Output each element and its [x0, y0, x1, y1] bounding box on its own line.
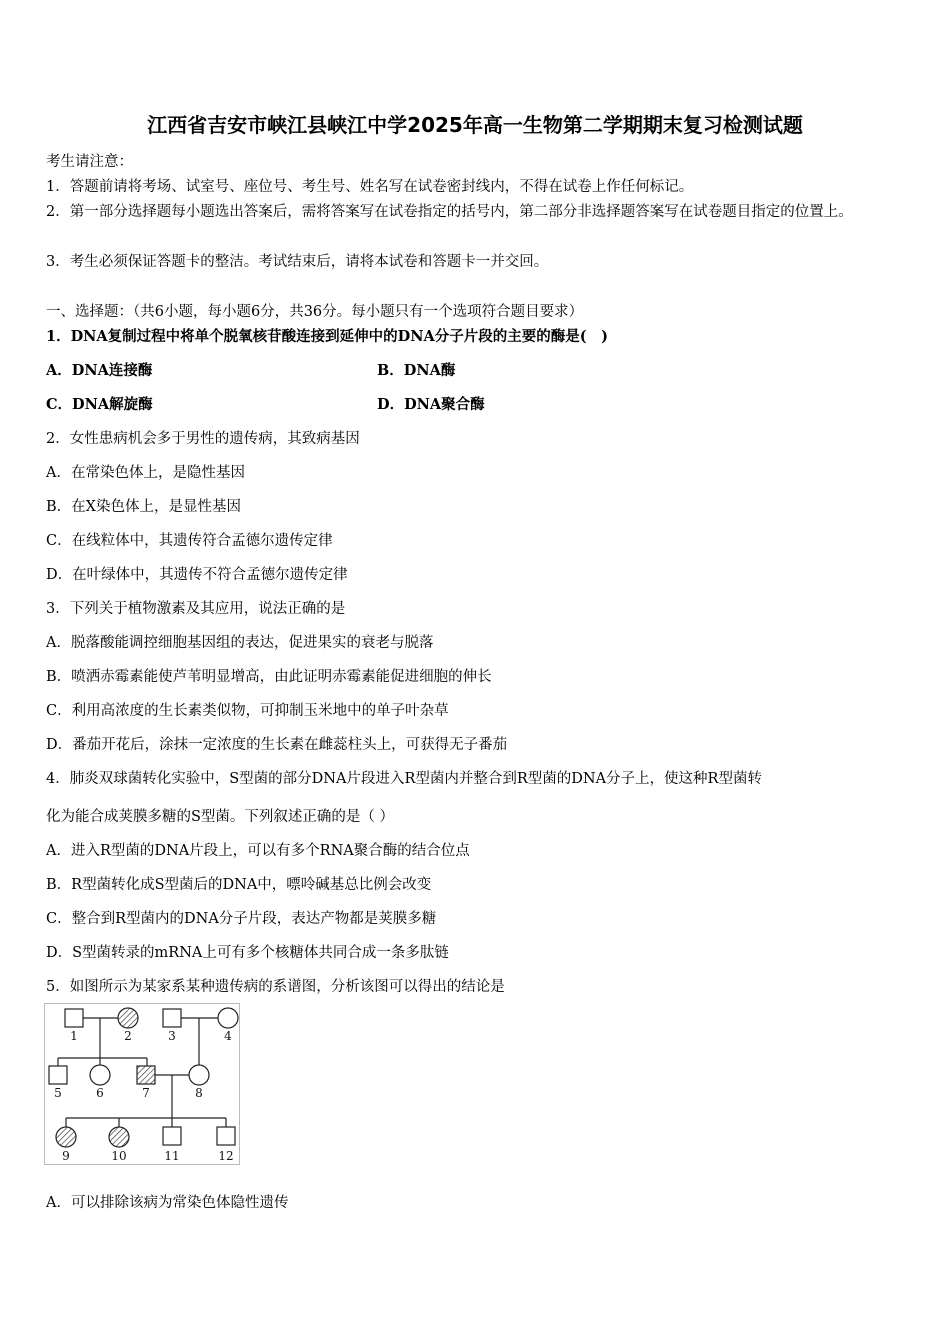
- question-4-option-c: C．整合到R型菌内的DNA分子片段，表达产物都是荚膜多糖: [46, 911, 437, 927]
- individual-8-female: [189, 1065, 209, 1085]
- pedigree-label-7: 7: [142, 1086, 150, 1100]
- section-heading: 一、选择题：（共6小题，每小题6分，共36分。每小题只有一个选项符合题目要求）: [46, 304, 584, 320]
- question-3-option-a: A．脱落酸能调控细胞基因组的表达，促进果实的衰老与脱落: [46, 635, 434, 651]
- question-2-stem: 2．女性患病机会多于男性的遗传病，其致病基因: [46, 431, 360, 447]
- pedigree-label-10: 10: [111, 1149, 127, 1163]
- question-4-option-d: D．S型菌转录的mRNA上可有多个核糖体共同合成一条多肽链: [46, 945, 449, 961]
- question-1-option-d: D．DNA聚合酶: [377, 396, 485, 413]
- individual-2-affected-female: [118, 1008, 138, 1028]
- exam-title: 江西省吉安市峡江县峡江中学2025年高一生物第二学期期末复习检测试题: [147, 113, 803, 137]
- pedigree-label-5: 5: [54, 1086, 62, 1100]
- pedigree-label-8: 8: [195, 1086, 203, 1100]
- pedigree-label-4: 4: [224, 1029, 232, 1043]
- question-3-option-d: D．番茄开花后，涂抹一定浓度的生长素在雌蕊柱头上，可获得无子番茄: [46, 737, 508, 753]
- individual-7-affected-male: [137, 1066, 155, 1084]
- question-1-stem: 1．DNA复制过程中将单个脱氧核苷酸连接到延伸中的DNA分子片段的主要的酶是( ): [46, 328, 608, 345]
- pedigree-label-6: 6: [96, 1086, 104, 1100]
- pedigree-label-2: 2: [124, 1029, 132, 1043]
- pedigree-label-12: 12: [218, 1149, 234, 1163]
- pedigree-label-1: 1: [70, 1029, 78, 1043]
- pedigree-label-3: 3: [168, 1029, 176, 1043]
- pedigree-label-9: 9: [62, 1149, 70, 1163]
- question-2-option-d: D．在叶绿体中，其遗传不符合孟德尔遗传定律: [46, 567, 348, 583]
- question-5-option-a: A．可以排除该病为常染色体隐性遗传: [46, 1195, 289, 1211]
- question-4-option-a: A．进入R型菌的DNA片段上，可以有多个RNA聚合酶的结合位点: [46, 843, 470, 859]
- individual-1-male: [65, 1009, 83, 1027]
- question-5-stem: 5．如图所示为某家系某种遗传病的系谱图，分析该图可以得出的结论是: [46, 979, 505, 995]
- individual-3-male: [163, 1009, 181, 1027]
- question-1-option-c: C．DNA解旋酶: [46, 396, 153, 413]
- question-3-option-c: C．利用高浓度的生长素类似物，可抑制玉米地中的单子叶杂草: [46, 703, 449, 719]
- notice-item-2: 2．第一部分选择题每小题选出答案后，需将答案写在试卷指定的括号内，第二部分非选择题答案写在试卷题目指定的位置上。: [46, 204, 853, 220]
- notice-heading: 考生请注意：: [46, 154, 133, 170]
- individual-11-male: [163, 1127, 181, 1145]
- individual-6-female: [90, 1065, 110, 1085]
- notice-item-3: 3．考生必须保证答题卡的整洁。考试结束后，请将本试卷和答题卡一并交回。: [46, 254, 549, 270]
- pedigree-label-11: 11: [164, 1149, 180, 1163]
- individual-9-affected-female: [56, 1127, 76, 1147]
- question-2-option-b: B．在X染色体上，是显性基因: [46, 499, 241, 515]
- question-1-option-a: A．DNA连接酶: [46, 362, 153, 379]
- notice-item-1: 1．答题前请将考场、试室号、座位号、考生号、姓名写在试卷密封线内，不得在试卷上作任何标记。: [46, 179, 694, 195]
- individual-5-male: [49, 1066, 67, 1084]
- pedigree-diagram: [44, 1003, 240, 1165]
- question-2-option-a: A．在常染色体上，是隐性基因: [46, 465, 245, 481]
- individual-10-affected-female: [109, 1127, 129, 1147]
- question-4-stem-line-2: 化为能合成荚膜多糖的S型菌。下列叙述正确的是（ ）: [46, 809, 395, 825]
- question-2-option-c: C．在线粒体中，其遗传符合孟德尔遗传定律: [46, 533, 333, 549]
- individual-12-male: [217, 1127, 235, 1145]
- question-4-stem-line-1: 4．肺炎双球菌转化实验中，S型菌的部分DNA片段进入R型菌内并整合到R型菌的DNA分子上，使这种R型菌转: [46, 771, 762, 787]
- question-3-stem: 3．下列关于植物激素及其应用，说法正确的是: [46, 601, 346, 617]
- question-4-option-b: B．R型菌转化成S型菌后的DNA中，嘌呤碱基总比例会改变: [46, 877, 432, 893]
- question-1-option-b: B．DNA酶: [377, 362, 456, 379]
- question-3-option-b: B．喷洒赤霉素能使芦苇明显增高，由此证明赤霉素能促进细胞的伸长: [46, 669, 492, 685]
- individual-4-female: [218, 1008, 238, 1028]
